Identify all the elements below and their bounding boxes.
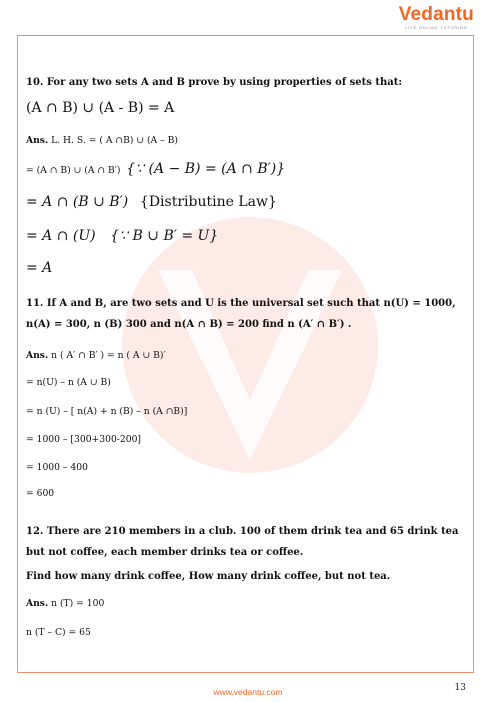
answer-label: Ans. bbox=[26, 598, 49, 609]
vedantu-logo bbox=[399, 5, 474, 30]
footer-url[interactable]: www.vedantu.com bbox=[213, 687, 283, 697]
q11-step5: = 600 bbox=[26, 488, 55, 499]
q11-step1: = n(U) – n (A ∪ B) bbox=[26, 377, 111, 388]
q11-step4: = 1000 – 400 bbox=[26, 462, 88, 473]
q11-question: 11. If A and B, are two sets and U is the universal set such that n(U) = 1000, n(A) = 300, n (B) 300 and n(A ∩ B) = 200 find n (A′ ∩ B′) . bbox=[26, 298, 456, 330]
q11-answer-line: Ans. n ( A′ ∩ B′ ) = n ( A ∪ B)′ bbox=[26, 350, 166, 361]
q12-question-part2: Find how many drink coffee, How many drink coffee, but not tea. bbox=[26, 571, 391, 582]
q10-question: 10. For any two sets A and B prove by using properties of sets that: bbox=[26, 77, 403, 88]
page-number: 13 bbox=[454, 683, 466, 693]
q10-step3: = A ∩ (U) {∵ B ∪ B′ = U} bbox=[26, 228, 219, 244]
logo-wordmark: Vedantu bbox=[398, 4, 474, 25]
q12-answer-line: Ans. n (T) = 100 bbox=[26, 598, 105, 609]
q10-step1: = (A ∩ B) ∪ (A ∩ B′) {∵ (A − B) = (A ∩ B′)} bbox=[26, 161, 286, 177]
logo-tagline: LIVE ONLINE TUTORING bbox=[405, 25, 468, 30]
vedantu-watermark-icon bbox=[118, 210, 382, 480]
q10-statement: (A ∩ B) ∪ (A - B) = A bbox=[26, 100, 175, 116]
q10-step4: = A bbox=[26, 260, 53, 276]
q11-step3: = 1000 – [300+300-200] bbox=[26, 434, 142, 445]
q12-question: 12. There are 210 members in a club. 100 of them drink tea and 65 drink tea but not coffee, each member drinks tea or coffee. bbox=[26, 526, 459, 558]
answer-label: Ans. bbox=[26, 350, 49, 361]
q10-step2: = A ∩ (B ∪ B′) {Distributine Law} bbox=[26, 194, 277, 210]
q11-step2: = n (U) – [ n(A) + n (B) – n (A ∩B)] bbox=[26, 406, 188, 417]
q12-step1: n (T – C) = 65 bbox=[26, 627, 91, 638]
answer-label: Ans. bbox=[26, 135, 49, 146]
q10-answer-line: Ans. L. H. S. = ( A ∩B) ∪ (A – B) bbox=[26, 135, 178, 146]
